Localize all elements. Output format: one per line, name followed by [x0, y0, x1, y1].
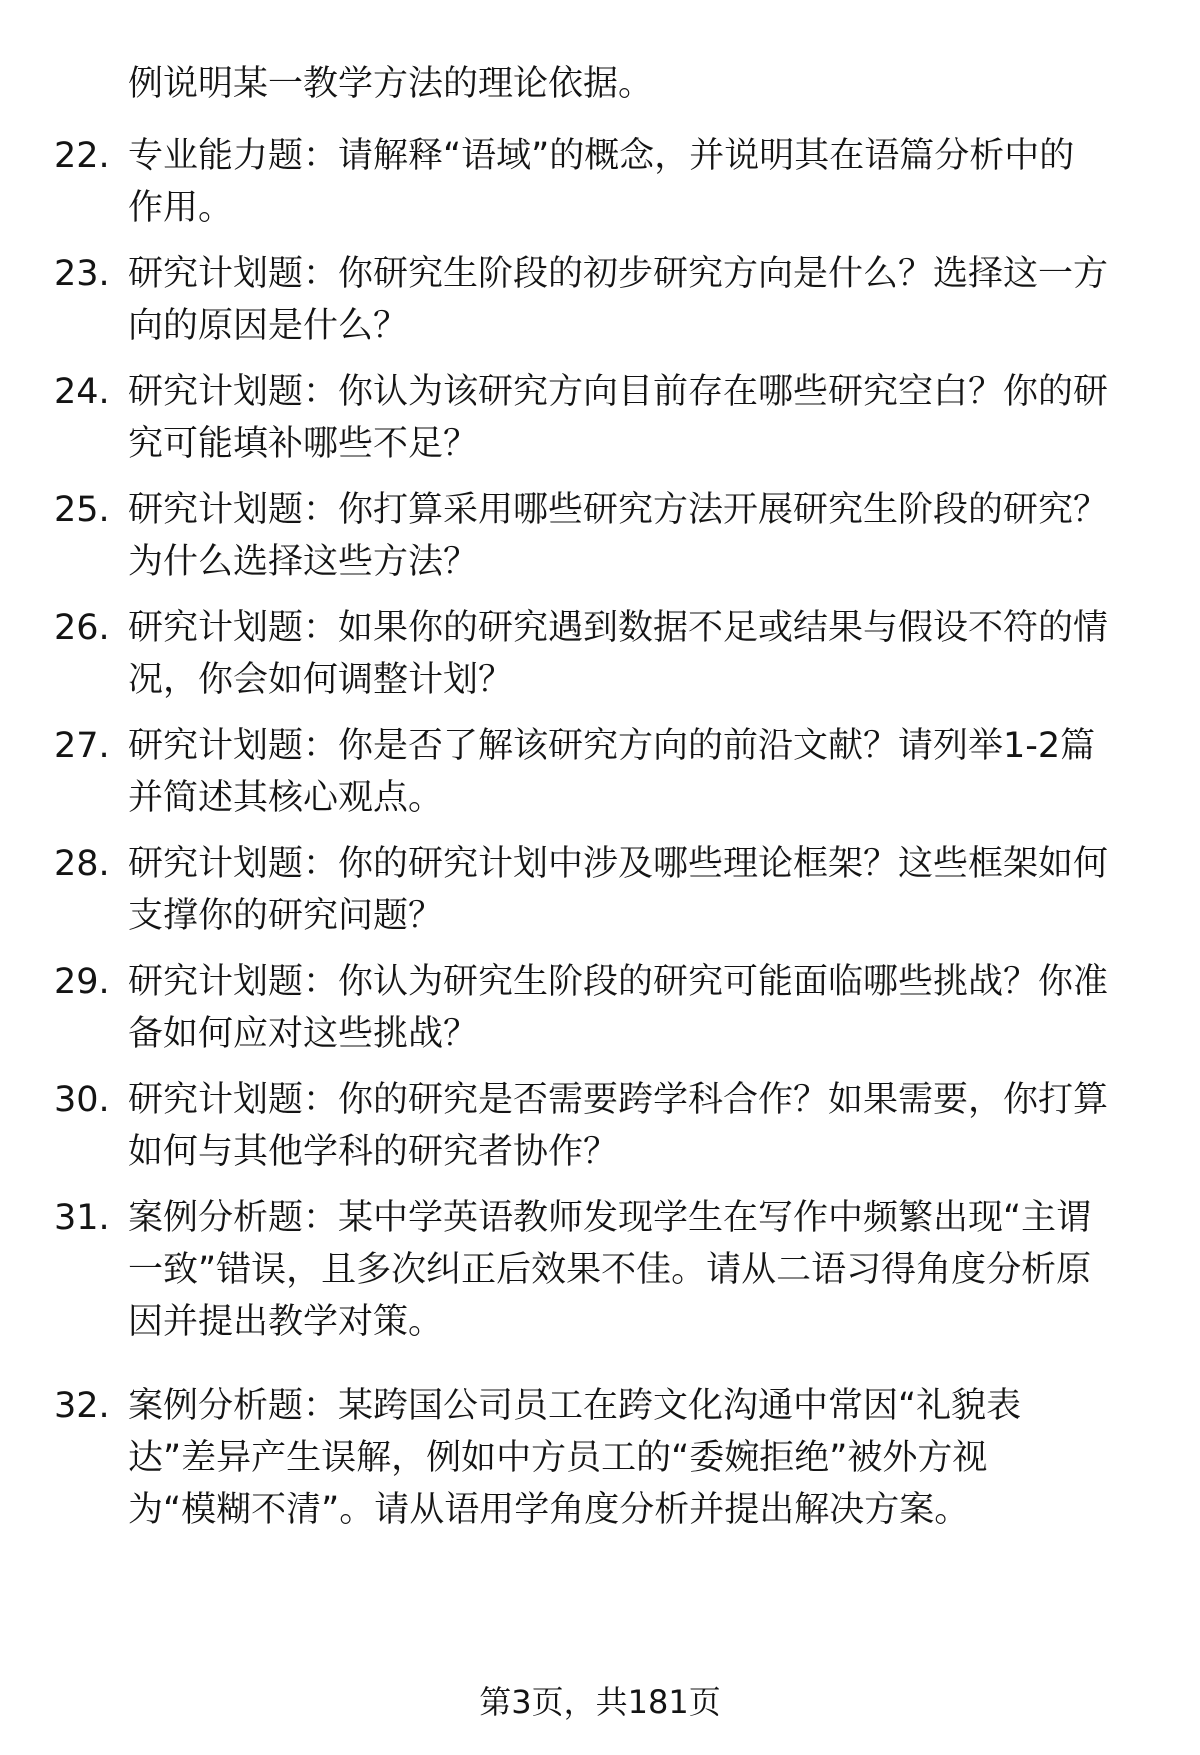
item-line: 为“模糊不清”。请从语用学角度分析并提出解决方案。 [128, 1490, 970, 1530]
item-line: 支撑你的研究问题？ [128, 896, 444, 936]
item-number: 30. [54, 1080, 110, 1120]
item-text [128, 956, 1140, 1060]
item-line: 案例分析题：某中学英语教师发现学生在写作中频繁出现“主谓 [128, 1198, 1092, 1238]
item-text [128, 366, 1140, 470]
item-number: 24. [54, 372, 110, 412]
item-line: 达”差异产生误解，例如中方员工的“委婉拒绝”被外方视 [128, 1438, 988, 1478]
item-number: 27. [54, 726, 110, 766]
item-text [128, 1192, 1140, 1348]
item-text [128, 1380, 1140, 1536]
item-text [128, 720, 1140, 824]
item-line: 研究计划题：你认为该研究方向目前存在哪些研究空白？你的研 [128, 372, 1109, 412]
item-line: 专业能力题：请解释“语域”的概念，并说明其在语篇分析中的 [128, 136, 1075, 176]
item-line: 研究计划题：你的研究是否需要跨学科合作？如果需要，你打算 [128, 1080, 1109, 1120]
item-number: 28. [54, 844, 110, 884]
item-number: 26. [54, 608, 110, 648]
page-footer: 第3页，共181页 [479, 1683, 721, 1721]
item-line: 备如何应对这些挑战？ [128, 1014, 479, 1054]
item-number: 25. [54, 490, 110, 530]
item-line: 案例分析题：某跨国公司员工在跨文化沟通中常因“礼貌表 [128, 1386, 1022, 1426]
item-line: 因并提出教学对策。 [128, 1302, 444, 1342]
item-line: 研究计划题：如果你的研究遇到数据不足或结果与假设不符的情 [128, 608, 1109, 648]
item-number: 22. [54, 136, 110, 176]
item-text [128, 602, 1140, 706]
item-line: 究可能填补哪些不足？ [128, 424, 479, 464]
item-line: 作用。 [128, 188, 234, 228]
item-line: 向的原因是什么？ [128, 306, 409, 346]
item-line: 况，你会如何调整计划？ [128, 660, 514, 700]
item-line: 研究计划题：你打算采用哪些研究方法开展研究生阶段的研究？ [128, 490, 1109, 530]
item-line: 研究计划题：你研究生阶段的初步研究方向是什么？选择这一方 [128, 254, 1109, 294]
item-line: 并简述其核心观点。 [128, 778, 444, 818]
item-number: 32. [54, 1386, 110, 1426]
item-line: 为什么选择这些方法？ [128, 542, 479, 582]
item-line: 如何与其他学科的研究者协作？ [128, 1132, 619, 1172]
continuation-text: 例说明某一教学方法的理论依据。 [128, 64, 654, 104]
item-line: 研究计划题：你认为研究生阶段的研究可能面临哪些挑战？你准 [128, 962, 1109, 1002]
item-text [128, 130, 1140, 234]
item-line: 研究计划题：你的研究计划中涉及哪些理论框架？这些框架如何 [128, 844, 1109, 884]
item-text [128, 1074, 1140, 1178]
item-text [128, 484, 1140, 588]
item-line: 研究计划题：你是否了解该研究方向的前沿文献？请列举1-2篇 [128, 726, 1096, 766]
item-number: 31. [54, 1198, 110, 1238]
item-text [128, 248, 1140, 352]
item-number: 29. [54, 962, 110, 1002]
item-text [128, 838, 1140, 942]
item-number: 23. [54, 254, 110, 294]
item-line: 一致”错误，且多次纠正后效果不佳。请从二语习得角度分析原 [128, 1250, 1092, 1290]
